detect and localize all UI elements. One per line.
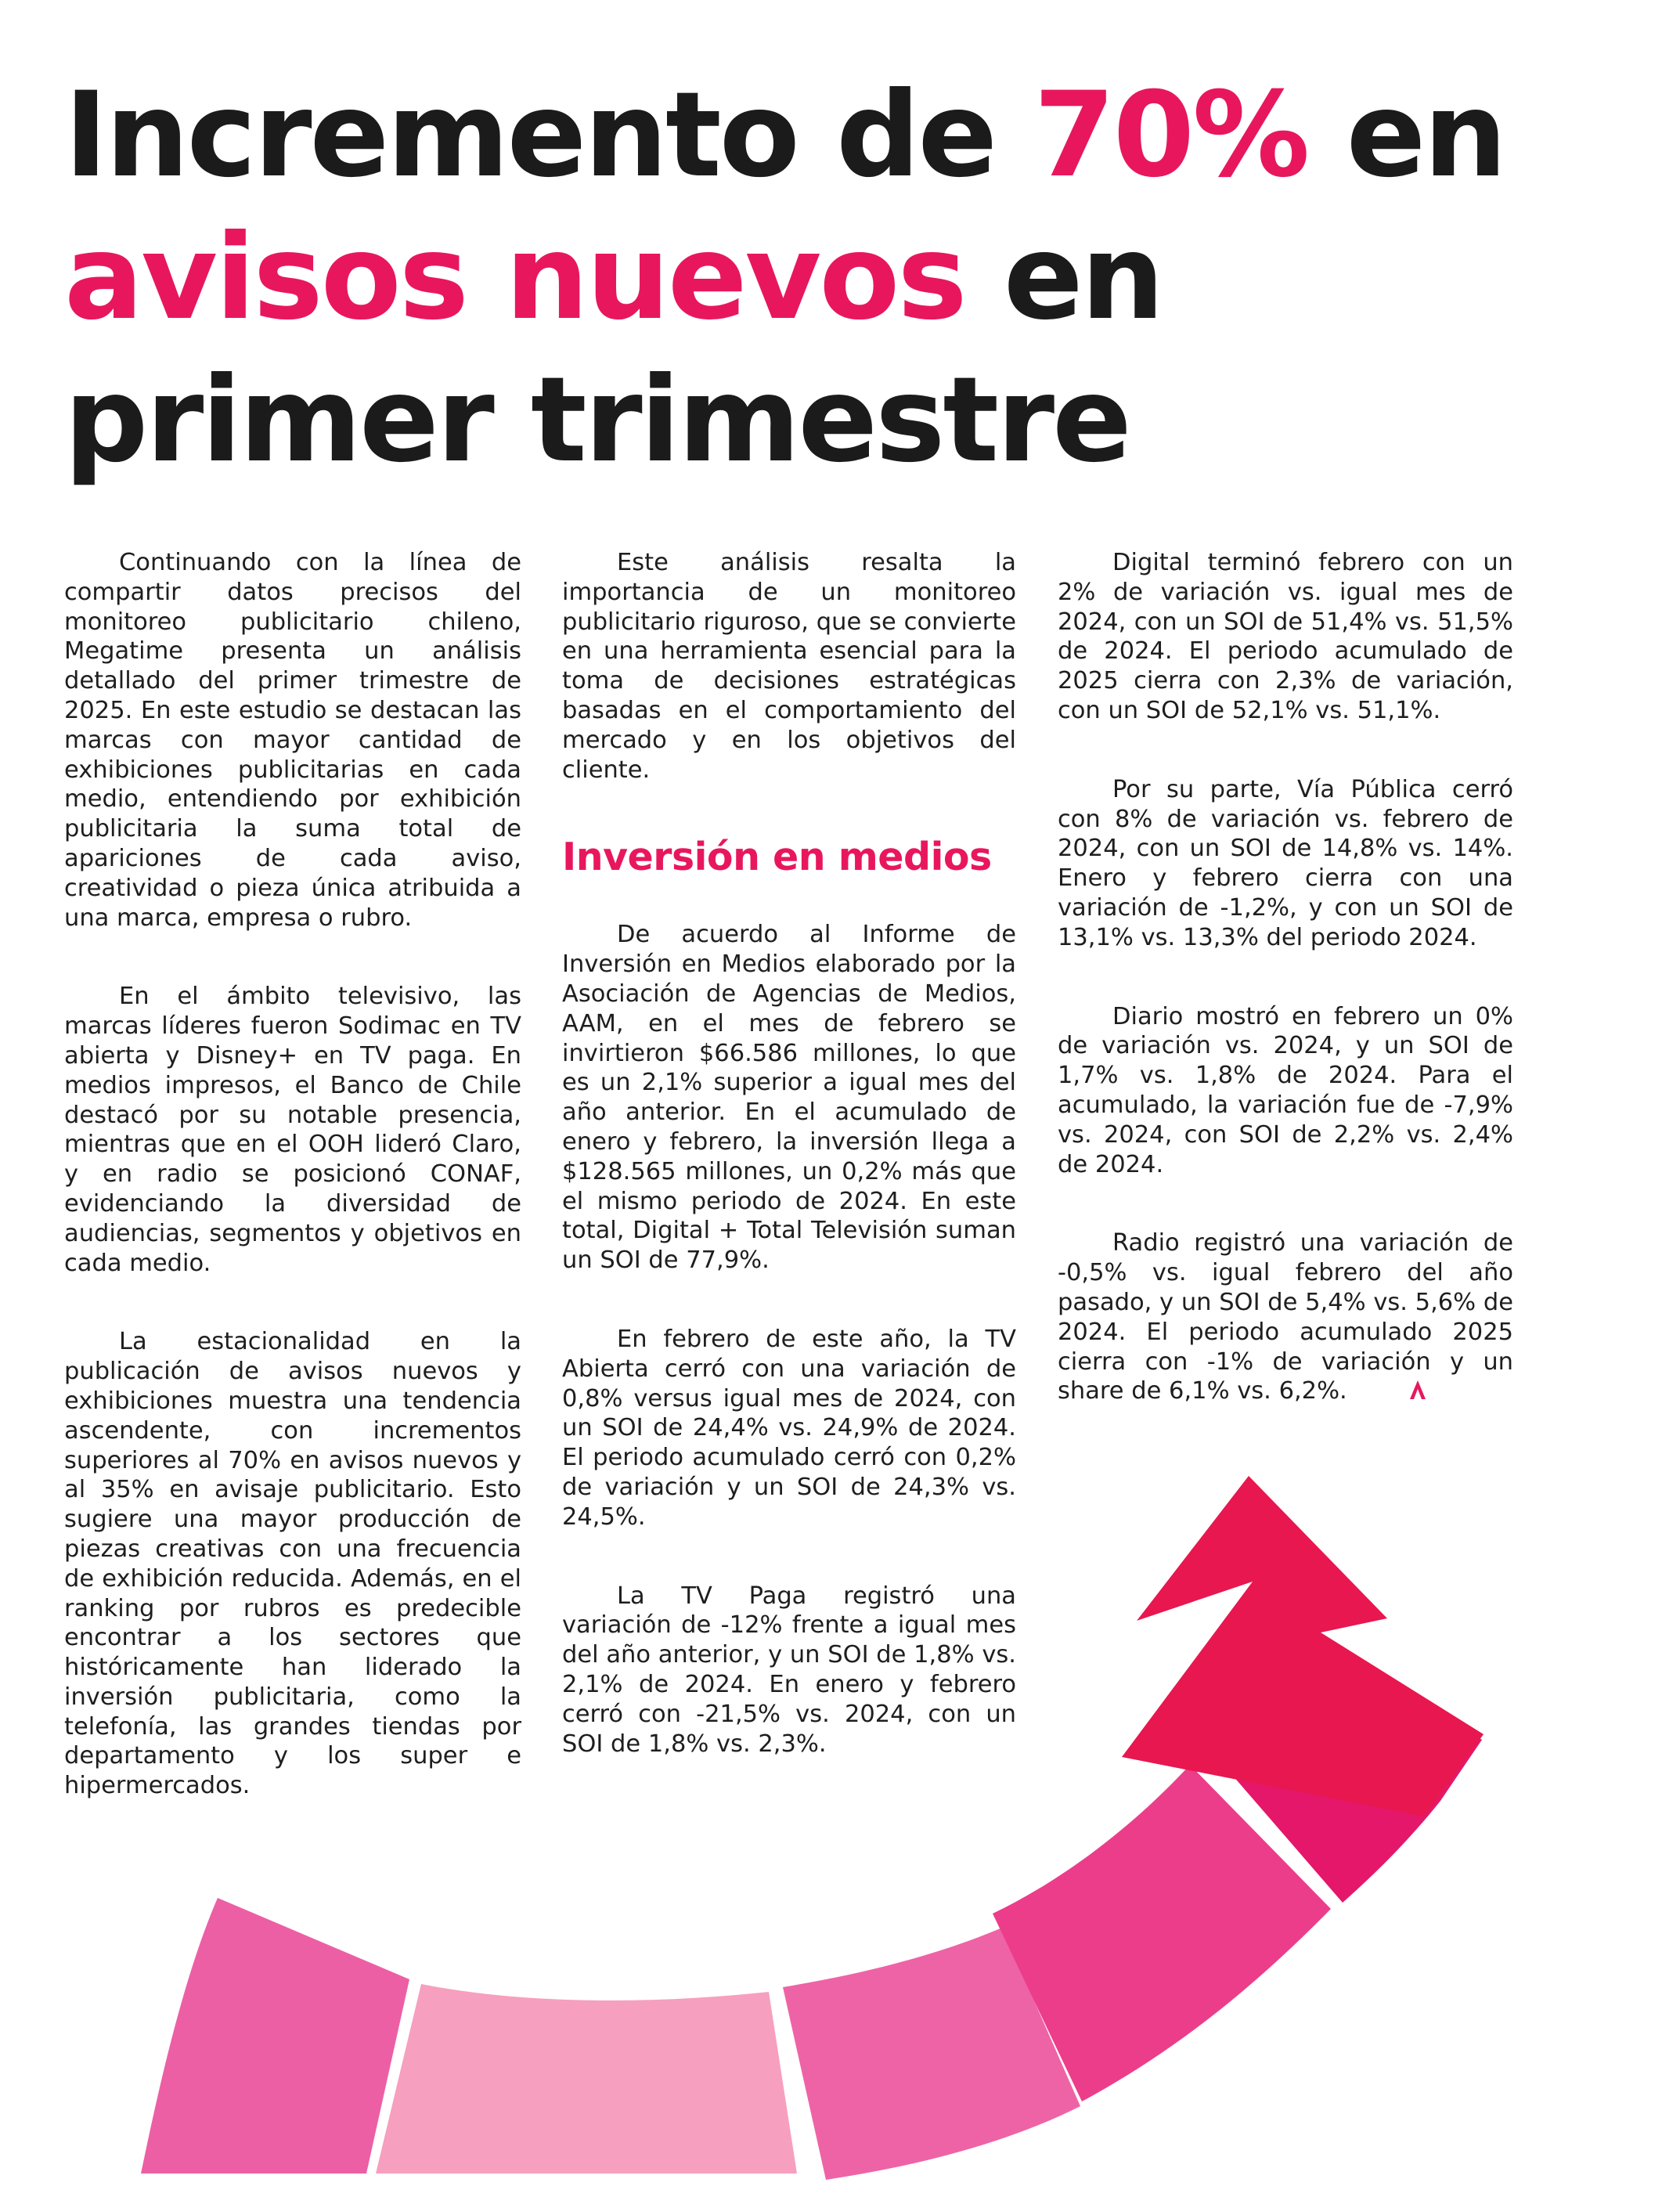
paragraph-intro: Continuando con la línea de compartir datos precisos del monitoreo publicitario chileno, Megatime presenta un análisis detallado del primer trimestre de 2025. En este estudio se destacan las marcas con mayor cantidad de exhibiciones publicitarias en cada medio, entendiendo por exhibición publicitaria la suma total de apariciones de cada aviso, creatividad o pieza única atribuida a una marca, empresa o rubro. <box>64 549 521 932</box>
paragraph-digital: Digital terminó febrero con un 2% de variación vs. igual mes de 2024, con un SOI de 51,4% vs. 51,5% de 2024. El periodo acumulado de 2025 cierra con 2,3% de variación, con un SOI de 52,1% vs. 51,1%. <box>1058 549 1513 724</box>
paragraph-tv-paga: La TV Paga registró una variación de -12% frente a igual mes del año anterior, y un SOI de 1,8% vs. 2,1% de 2024. En enero y febrero cerró con -21,5% vs. 2024, con un SOI de 1,8% vs. 2,3%. <box>562 1582 1016 1758</box>
headline-text: en primer trimestre <box>64 210 1163 489</box>
headline-highlight-avisos: avisos nuevos <box>64 210 965 346</box>
column-left <box>64 548 521 1850</box>
paragraph-radio-text: Radio registró una variación de -0,5% vs. igual febrero del año pasado, y un SOI de 5,4% vs. 5,6% de 2024. El periodo acumulado 2025 cierra con -1% de variación y un share de 6,1% vs. 6,2%. <box>1058 1229 1513 1405</box>
headline <box>64 64 1614 492</box>
paragraph-diario: Diario mostró en febrero un 0% de variación vs. 2024, y un SOI de 1,7% vs. 1,8% de 2024. Para el acumulado, la variación fue de -7,9% vs. 2024, con SOI de 2,2% vs. 2,4% de 2024. <box>1058 1002 1513 1178</box>
headline-highlight-percent: 70% <box>1033 67 1308 204</box>
arrow-segment-1 <box>141 1898 409 2174</box>
arrow-segment-4 <box>993 1765 1331 2101</box>
column-middle <box>562 548 1016 1808</box>
paragraph-investment: De acuerdo al Informe de Inversión en Medios elaborado por la Asociación de Agencias de Medios, AAM, en el mes de febrero se invirtieron $66.586 millones, lo que es un 2,1% superior a igual mes del año anterior. En el acumulado de enero y febrero, la inversión llega a $128.565 millones, un 0,2% más que el mismo periodo de 2024. En este total, Digital + Total Televisión suman un SOI de 77,9%. <box>562 921 1016 1275</box>
paragraph-tv-brands: En el ámbito televisivo, las marcas líderes fueron Sodimac en TV abierta y Disney+ en TV paga. En medios impresos, el Banco de Chile destacó por su notable presencia, mientras que en el OOH lideró Claro, y en radio se posicionó CONAF, evidenciando la diversidad de audiencias, segmentos y objetivos en cada medio. <box>64 983 521 1277</box>
paragraph-via-publica: Por su parte, Vía Pública cerró con 8% de variación vs. febrero de 2024, con un SOI de 14,8% vs. 14%. Enero y febrero cierra con una variación de -1,2%, y con un SOI de 13,1% vs. 13,3% del periodo 2024. <box>1058 775 1513 951</box>
column-right <box>1058 548 1513 1457</box>
headline-text: en <box>1307 67 1505 204</box>
headline-text: Incremento de <box>64 67 1034 204</box>
section-title: Inversión en medios <box>562 835 992 880</box>
arrow-segment-5 <box>1207 1629 1482 1903</box>
megatime-chevron-icon <box>1354 1378 1427 1408</box>
paragraph-analysis: Este análisis resalta la importancia de un monitoreo publicitario riguroso, que se convierte en una herramienta esencial para la toma de decisiones estratégicas basadas en el comportamiento del mercado y en los objetivos del cliente. <box>562 549 1016 784</box>
paragraph-radio <box>1058 1228 1513 1408</box>
paragraph-tv-abierta: En febrero de este año, la TV Abierta cerró con una variación de 0,8% versus igual mes de 2024, con un SOI de 24,4% vs. 24,9% de 2024. El periodo acumulado cerró con 0,2% de variación y un SOI de 24,3% vs. 24,5%. <box>562 1325 1016 1531</box>
arrow-head <box>1122 1476 1484 1816</box>
paragraph-seasonality: La estacionalidad en la publicación de avisos nuevos y exhibiciones muestra una tendencia ascendente, con incrementos superiores al 70% en avisos nuevos y al 35% en avisaje publicitario. Esto sugiere una mayor producción de piezas creativas con una frecuencia de exhibición reducida. Además, en el ranking por rubros es predecible encontrar a los sectores que históricamente han liderado la inversión publicitaria, como la telefonía, las grandes tiendas por departamento y los super e hipermercados. <box>64 1328 521 1800</box>
arrow-segment-3 <box>783 1928 1080 2180</box>
arrow-segment-2 <box>376 1984 797 2174</box>
